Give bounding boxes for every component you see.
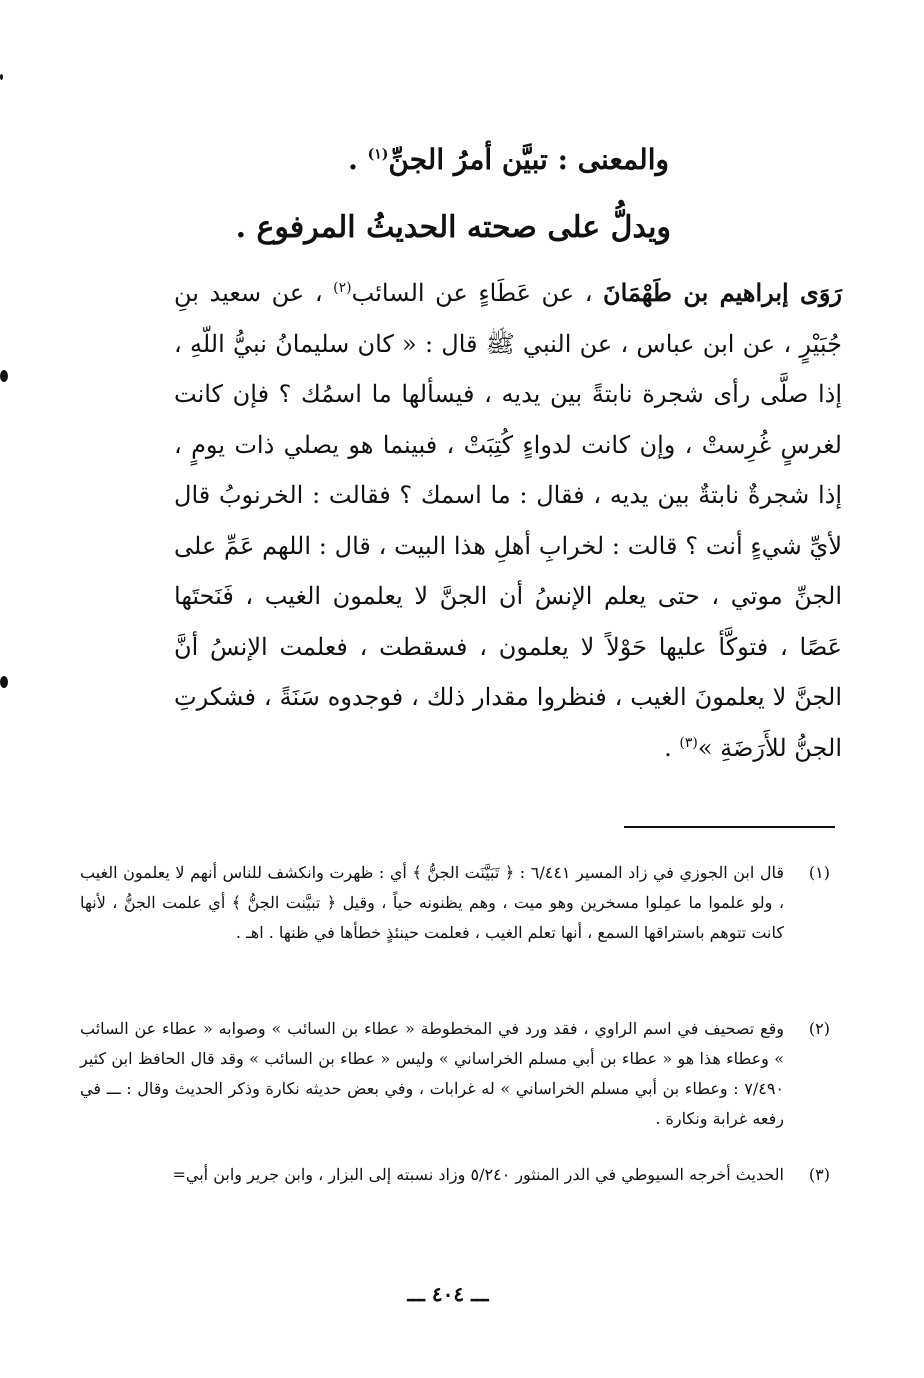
evidence-heading: ويدلُّ على صحته الحديثُ المرفوع .: [235, 210, 671, 245]
footnote-number: (١): [808, 863, 830, 882]
footnote-ref-2: (٢): [333, 280, 352, 296]
margin-mark: [0, 74, 3, 80]
chain-tail: ، عن: [271, 279, 334, 307]
footnote-ref-1: (١): [367, 146, 389, 163]
meaning-text: والمعنى : تبيَّن أمرُ الجنِّ: [388, 143, 669, 176]
footnote-text: قال ابن الجوزي في زاد المسير ٦/٤٤١ : ﴿ تَبَيَّنَت الجنُّ ﴾ أي : ظهرت وانكشف للناس أنهم لا يعلمون الغيب ، ولو علموا ما عمِلوا مسخرين وهو ميت ، وهم يظنونه حياً ، وقيل ﴿ تبيَّنت الجنُّ ﴾ أي علمت الجنُّ ، لأنها كانت تتوهم باستراقها السمع ، أنها تعلم الغيب ، فعلمت حينئذٍ خطأها في ظنها . اهـ .: [80, 863, 784, 942]
margin-mark: [0, 676, 8, 688]
footnote-number: (٢): [808, 1019, 830, 1038]
footnote-ref-3: (٣): [679, 734, 698, 751]
chain-text: ، عن عَطَاءٍ عن السائب: [351, 279, 604, 307]
footnote-text: الحديث أخرجه السيوطي في الدر المنثور ٥/٢٤٠ وزاد نسبته إلى البزار ، وابن جرير وابن أبي=: [172, 1165, 784, 1184]
hadith-end: .: [664, 733, 680, 762]
hadith-paragraph: [174, 268, 842, 773]
meaning-end: .: [348, 143, 368, 176]
meaning-heading: [348, 140, 669, 180]
margin-mark: [0, 370, 8, 382]
footnote-separator: [624, 826, 835, 828]
narrator-name: رَوَى إبراهيم بن طَهْمَانَ: [603, 278, 842, 307]
footnote-text: وقع تصحيف في اسم الراوي ، فقد ورد في المخطوطة « عطاء بن السائب » وصوابه « عطاء عن السائب » وعطاء هذا هو « عطاء بن أبي مسلم الخراساني » وليس « عطاء بن السائب » وقد قال الحافظ ابن كثير ٧/٤٩٠ : وعطاء بن أبي مسلم الخراساني » له غرابات ، وفي بعض حديثه نكارة وذكر الحديث وقال : ـــ في رفعه غرابة ونكارة .: [80, 1019, 784, 1128]
hadith-text: سعيد بنِ جُبَيْرٍ ، عن ابن عباس ، عن النبي ﷺ قال : « كان سليمانُ نبيُّ اللّهِ ، إذا صلَّى رأى شجرة نابتةً بين يديه ، فيسألها ما اسمُك ؟ فإن كانت لغرسٍ غُرِستْ ، وإن كانت لدواءٍ كُتِبَتْ ، فبينما هو يصلي ذات يومٍ ، إذا شجرةٌ نابتةٌ بين يديه ، فقال : ما اسمك ؟ فقالت : الخرنوبُ قال لأيِّ شيءٍ أنت ؟ قالت : لخرابِ أهلِ هذا البيت ، قال : اللهم عَمِّ على الجنِّ موتي ، حتى يعلم الإنسُ أن الجنَّ لا يعلمون الغيب ، فَنَحتَها عَصًا ، فتوكَّأ عليها حَوْلاً لا يعلمون ، فسقطت ، فعلمت الإنسُ أنَّ الجنَّ لا يعلمونَ الغيب ، فنظروا مقدار ذلك ، فوجدوه سَنَةً ، فشكرتِ الجنُّ للأَرَضَةِ »: [174, 279, 842, 762]
page-number: ـــ ٤٠٤ ـــ: [407, 1282, 489, 1306]
footnote-number: (٣): [808, 1165, 830, 1184]
